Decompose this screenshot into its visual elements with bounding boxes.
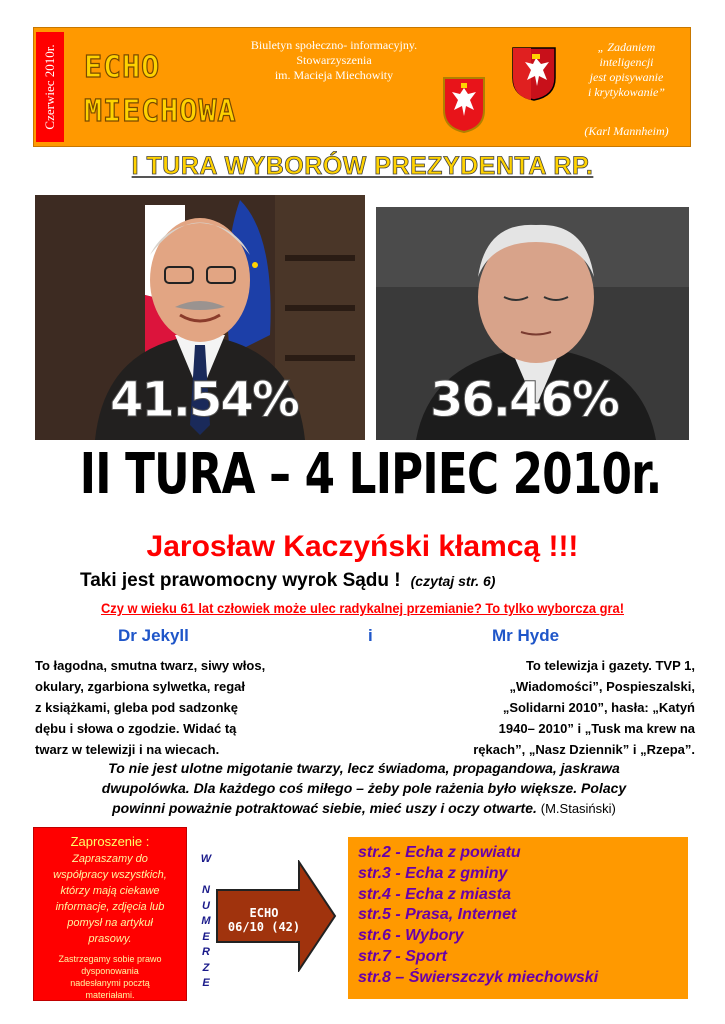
contents-item: str.7 - Sport <box>358 947 447 965</box>
hyde-description <box>405 655 695 760</box>
text-line: Zapraszamy do <box>72 853 148 865</box>
title-line1: ECHO <box>84 50 161 85</box>
question-line: Czy w wieku 61 lat człowiek może ulec radykalnej przemianie? To tylko wyborcza gra! <box>100 600 624 616</box>
miechow-coat-of-arms-icon <box>511 46 557 102</box>
text-line: To telewizja i gazety. TVP 1, <box>525 658 695 673</box>
issue-date-banner <box>36 32 64 142</box>
verdict-page-ref: (czytaj str. 6) <box>410 573 496 589</box>
contents-item: str.6 - Wybory <box>358 927 464 945</box>
text-line: 1940– 2010” i „Tusk ma krew na <box>498 721 695 736</box>
letter: U <box>202 899 210 912</box>
quote-line: i krytykowanie” <box>588 85 665 99</box>
issue-title: ECHO <box>249 906 279 920</box>
text-line: dębu i słowa o zgodzie. Widać tą <box>35 721 237 736</box>
text-line: z książkami, gleba pod sadzonkę <box>35 700 239 715</box>
text-line: współpracy wszystkich, <box>53 869 167 881</box>
text-line: rękach”, „Nasz Dziennik” i „Rzepa”. <box>473 742 695 757</box>
contents-item: str.5 - Prasa, Internet <box>358 906 517 924</box>
letter: N <box>202 884 210 896</box>
issue-number <box>218 906 310 934</box>
commentary-author: (M.Stasiński) <box>540 801 616 816</box>
text-line: twarz w telewizji i na wiecach. <box>35 742 220 757</box>
text-line <box>40 798 688 819</box>
issue-code: 06/10 (42) <box>227 920 301 934</box>
bulletin-line: im. Macieja Miechowity <box>274 68 394 82</box>
text-fragment: powinni poważnie potraktować siebie, mieć uszy i oczy otwarte. <box>112 800 537 816</box>
quote-line: inteligencji <box>599 55 654 69</box>
text-line: materiałami. <box>85 990 135 1000</box>
text-line: To nie jest ulotne migotanie twarzy, lecz świadoma, propagandowa, jaskrawa <box>108 760 620 776</box>
contents-item: str.8 – Świerszczyk miechowski <box>358 968 599 986</box>
commentary-paragraph <box>40 758 688 819</box>
letter: Z <box>202 961 210 974</box>
quote-line: jest opisywanie <box>589 70 664 84</box>
left-candidate-percent: 41.54% <box>110 372 298 428</box>
quote-author: (Karl Mannheim) <box>584 124 669 138</box>
verdict-text: Taki jest prawomocny wyrok Sądu ! <box>80 570 401 591</box>
label-hyde: Mr Hyde <box>492 626 560 645</box>
title-line2: MIECHOWA <box>84 94 237 129</box>
text-line: nadesłanymi pocztą <box>70 978 150 988</box>
contents-item: str.3 - Echa z gminy <box>358 864 508 882</box>
invitation-box <box>33 827 187 1001</box>
letter: M <box>201 915 211 927</box>
right-candidate-percent: 36.46% <box>430 372 618 428</box>
letter: E <box>202 930 210 943</box>
letter: R <box>202 946 210 958</box>
issue-date: Czerwiec 2010r. <box>42 44 57 130</box>
text-line: prasowy. <box>88 933 132 945</box>
label-and: i <box>368 626 373 645</box>
text-line: dysponowania <box>81 966 139 976</box>
poland-coat-of-arms-icon <box>442 76 486 134</box>
jekyll-description <box>35 655 355 760</box>
bulletin-line: Stowarzyszenia <box>296 53 372 67</box>
contents-item: str.2 - Echa z powiatu <box>358 844 521 861</box>
bulletin-info <box>224 38 444 83</box>
letter: W <box>200 853 212 865</box>
quote-line: „ Zadaniem <box>597 40 656 54</box>
bulletin-line: Biuletyn społeczno- informacyjny. <box>250 38 418 52</box>
letter: E <box>202 977 210 989</box>
first-round-headline: I TURA WYBORÓW PREZYDENTA RP. <box>131 152 594 180</box>
text-line: dwupolówka. Dla każdego coś miłego – żeby pole rażenia było większe. Polacy <box>101 780 627 796</box>
invitation-title: Zaproszenie : <box>70 834 150 849</box>
contents-item: str.4 - Echa z miasta <box>358 885 511 903</box>
motto-quote <box>564 40 689 100</box>
newspaper-title <box>84 46 237 134</box>
in-issue-vertical-label <box>200 852 212 992</box>
text-line: „Wiadomości”, Pospieszalski, <box>509 679 695 694</box>
text-line: którzy mają ciekawe <box>60 885 160 897</box>
text-line: „Solidarni 2010”, hasła: „Katyń <box>502 700 695 715</box>
invitation-body <box>34 849 186 947</box>
table-of-contents <box>348 837 688 999</box>
label-jekyll: Dr Jekyll <box>118 626 189 645</box>
liar-headline: Jarosław Kaczyński kłamcą !!! <box>146 530 579 563</box>
letter-spacer <box>200 868 212 884</box>
masthead <box>33 27 691 147</box>
second-round-headline: II TURA – 4 LIPIEC 2010r. <box>79 442 662 507</box>
text-line: To łagodna, smutna twarz, siwy włos, <box>35 658 266 673</box>
text-line: okulary, zgarbiona sylwetka, regał <box>35 679 246 694</box>
text-line: pomysł na artykuł <box>67 917 153 929</box>
verdict-line <box>80 570 495 592</box>
text-line: informacje, zdjęcia lub <box>55 901 165 913</box>
text-line: Zastrzegamy sobie prawo <box>58 954 162 964</box>
invitation-note <box>34 947 186 1001</box>
